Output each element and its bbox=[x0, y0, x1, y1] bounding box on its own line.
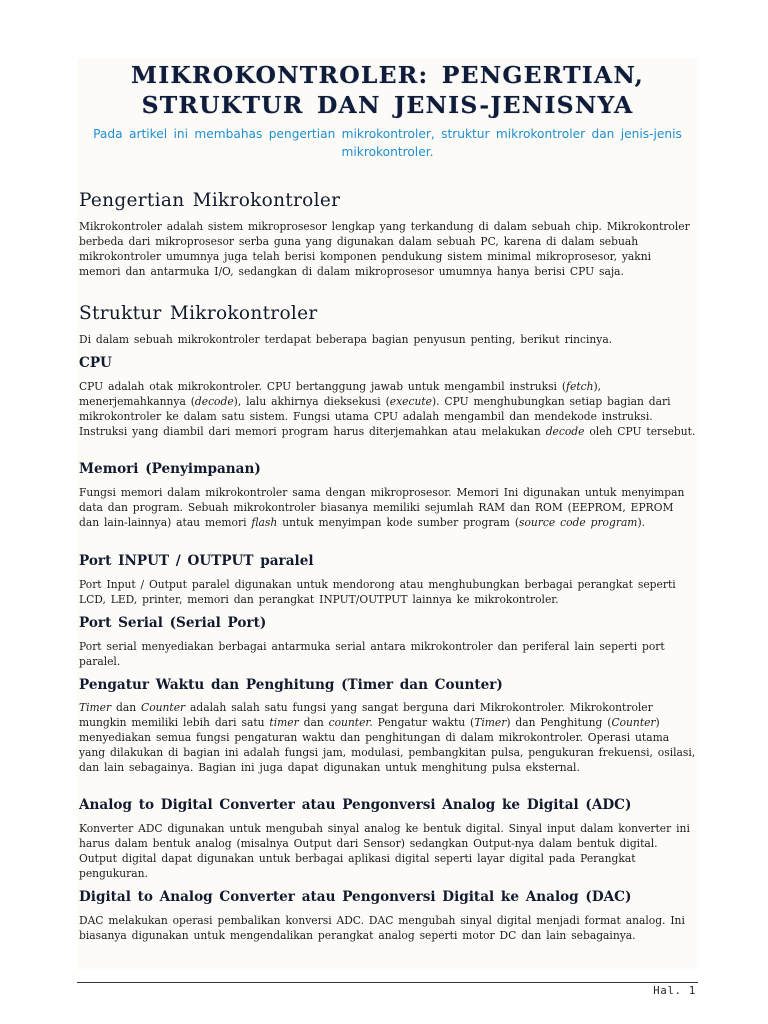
heading-struktur: Struktur Mikrokontroler bbox=[79, 303, 318, 324]
cpu-term-fetch: fetch bbox=[566, 380, 594, 393]
timer-term-timer: Timer bbox=[79, 701, 112, 714]
page-number: Hal. 1 bbox=[653, 985, 696, 997]
timer-term-counter-3: Counter bbox=[611, 716, 656, 729]
cpu-term-decode: decode bbox=[194, 395, 234, 408]
heading-pengertian: Pengertian Mikrokontroler bbox=[79, 190, 341, 211]
memori-text-2: untuk menyimpan kode sumber program ( bbox=[277, 516, 519, 529]
memori-term-flash: flash bbox=[251, 516, 278, 529]
paragraph-timer bbox=[79, 700, 697, 775]
footer-divider bbox=[77, 982, 698, 983]
timer-text-6: ) menyediakan semua fungsi pengaturan waktu dan penghitungan di dalam mikrokontroler. Operasi utama yang dilakukan di bagian ini adalah fungsi jam, modulasi, pembangkitan pulsa, pengukuran frekuensi, osilasi, dan lain sebagainya. Bagian ini juga dapat digunakan untuk menghitung pulsa eksternal. bbox=[79, 716, 696, 774]
title-line-1: MIKROKONTROLER: PENGERTIAN, bbox=[131, 61, 644, 89]
cpu-text-3: ), lalu akhirnya dieksekusi ( bbox=[233, 395, 390, 408]
timer-term-timer-2: timer bbox=[269, 716, 299, 729]
heading-cpu: CPU bbox=[79, 355, 112, 371]
heading-memori: Memori (Penyimpanan) bbox=[79, 461, 261, 477]
paragraph-port-io: Port Input / Output paralel digunakan untuk mendorong atau menghubungkan berbagai perangkat seperti LCD, LED, printer, memori dan perangkat INPUT/OUTPUT lainnya ke mikrokontroler. bbox=[79, 578, 676, 606]
timer-text-2: adalah salah satu fungsi yang sangat berguna dari Mikrokontroler. Mikrokontroler mungkin memiliki lebih dari satu bbox=[79, 701, 653, 729]
timer-term-counter: Counter bbox=[141, 701, 186, 714]
heading-port-serial: Port Serial (Serial Port) bbox=[79, 615, 267, 631]
heading-dac: Digital to Analog Converter atau Pengonversi Digital ke Analog (DAC) bbox=[79, 889, 632, 905]
paragraph-memori bbox=[79, 485, 697, 530]
memori-text-3: ). bbox=[637, 516, 646, 529]
timer-text-1: dan bbox=[111, 701, 142, 714]
cpu-term-decode-2: decode bbox=[545, 425, 585, 438]
heading-adc: Analog to Digital Converter atau Pengonversi Analog ke Digital (ADC) bbox=[79, 797, 632, 813]
cpu-term-execute: execute bbox=[389, 395, 432, 408]
heading-timer: Pengatur Waktu dan Penghitung (Timer dan Counter) bbox=[79, 677, 503, 693]
paragraph-pengertian: Mikrokontroler adalah sistem mikroprosesor lengkap yang terkandung di dalam sebuah chip. Mikrokontroler berbeda dari mikroprosesor serba guna yang digunakan dalam sebuah PC, karena di dalam sebuah mikrokontroler umumnya juga telah berisi komponen pendukung sistem minimal mikroprosesor, yakni memori dan antarmuka I/O, sedangkan di dalam mikroprosesor umumnya hanya berisi CPU saja. bbox=[79, 220, 690, 278]
timer-term-counter-2: counter. bbox=[328, 716, 373, 729]
memori-text-1: Fungsi memori dalam mikrokontroler sama dengan mikroprosesor. Memori Ini digunakan untuk menyimpan data dan program. Sebuah mikrokontroler biasanya memiliki sejumlah RAM dan ROM (EEPROM, EPROM dan lain-lainnya) atau memori bbox=[79, 486, 685, 529]
timer-text-3: dan bbox=[298, 716, 329, 729]
document-title bbox=[77, 60, 698, 120]
paragraph-dac: DAC melakukan operasi pembalikan konversi ADC. DAC mengubah sinyal digital menjadi format analog. Ini biasanya digunakan untuk mengendalikan perangkat analog seperti motor DC dan lain sebagainya. bbox=[79, 914, 685, 942]
heading-port-io: Port INPUT / OUTPUT paralel bbox=[79, 553, 314, 569]
timer-term-timer-3: Timer bbox=[474, 716, 507, 729]
title-line-2: STRUKTUR DAN JENIS-JENISNYA bbox=[141, 91, 634, 119]
document-subtitle: Pada artikel ini membahas pengertian mikrokontroler, struktur mikrokontroler dan jenis-jenis mikrokontroler. bbox=[93, 127, 682, 159]
cpu-text-1: CPU adalah otak mikrokontroler. CPU bertanggung jawab untuk mengambil instruksi ( bbox=[79, 380, 567, 393]
cpu-text-4: ). CPU menghubungkan setiap bagian dari mikrokontroler ke dalam satu sistem. Fungsi utama CPU adalah mengambil dan mendekode instruksi. Instruksi yang diambil dari memori program harus diterjemahkan atau melakukan bbox=[79, 395, 671, 438]
paragraph-port-serial: Port serial menyediakan berbagai antarmuka serial antara mikrokontroler dan periferal lain seperti port paralel. bbox=[79, 640, 665, 668]
paragraph-cpu bbox=[79, 379, 697, 439]
paragraph-adc: Konverter ADC digunakan untuk mengubah sinyal analog ke bentuk digital. Sinyal input dalam konverter ini harus dalam bentuk analog (misalnya Output dari Sensor) sedangkan Output-nya dalam bentuk digital. Output digital dapat digunakan untuk berbagai aplikasi digital seperti layar digital pada Perangkat pengukuran. bbox=[79, 822, 690, 880]
paragraph-struktur: Di dalam sebuah mikrokontroler terdapat beberapa bagian penyusun penting, berikut rincinya. bbox=[79, 333, 613, 346]
memori-term-source-code: source code program bbox=[519, 516, 638, 529]
cpu-text-2: ), menerjemahkannya ( bbox=[79, 380, 602, 408]
cpu-text-5: oleh CPU tersebut. bbox=[584, 425, 696, 438]
timer-text-4: Pengatur waktu ( bbox=[372, 716, 475, 729]
timer-text-5: ) dan Penghitung ( bbox=[506, 716, 612, 729]
